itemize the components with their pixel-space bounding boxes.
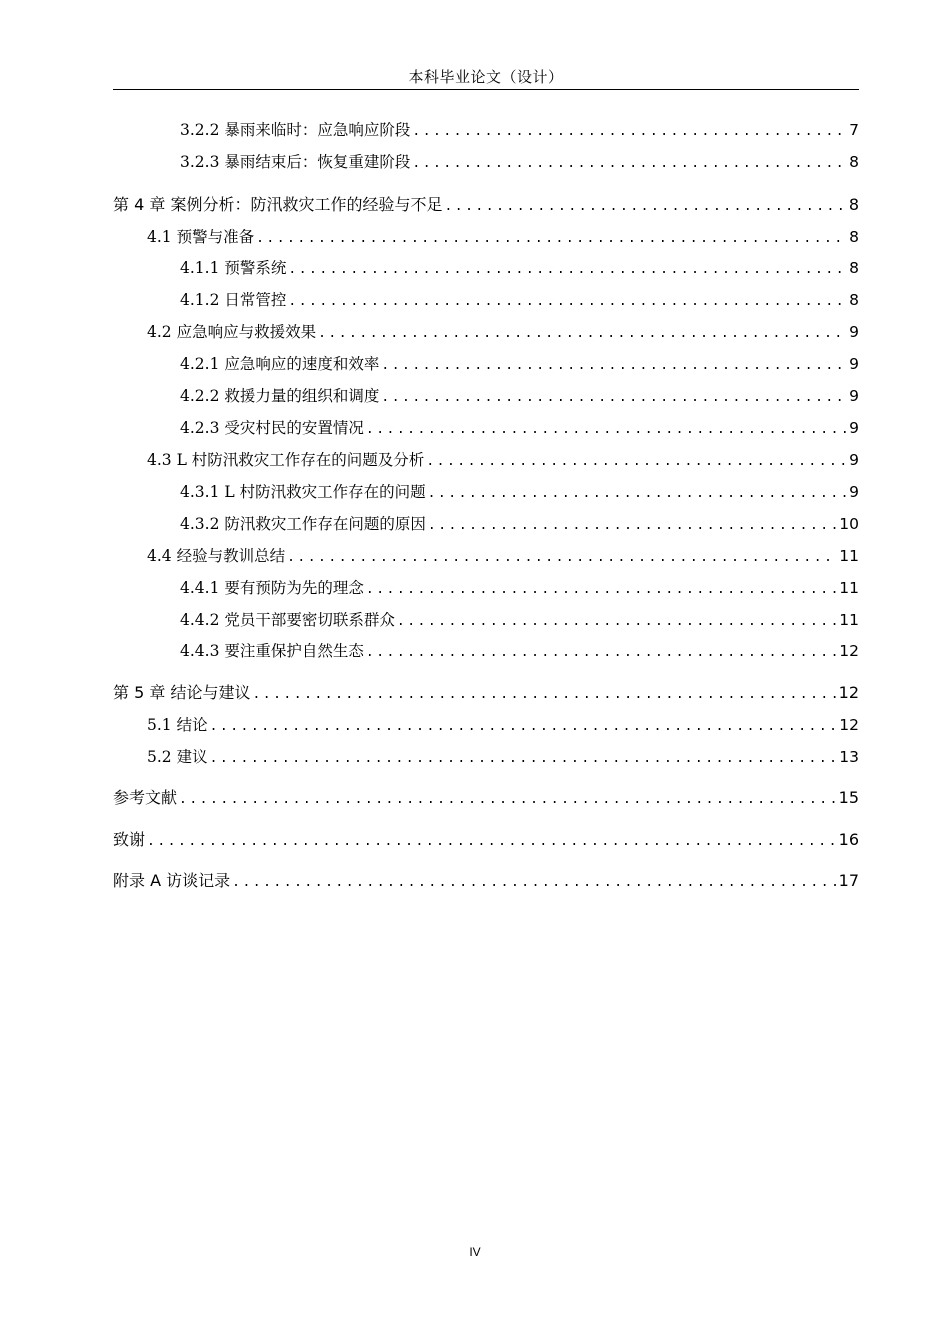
toc-entry[interactable] xyxy=(180,384,859,408)
toc-entry-page-number: 8 xyxy=(849,291,859,309)
toc-entry-title: 4.1.2 日常管控 xyxy=(180,291,287,309)
toc-entry[interactable] xyxy=(180,118,859,142)
toc-dot-leader xyxy=(256,227,847,251)
toc-entry-title: 4.4.3 要注重保护自然生态 xyxy=(180,642,364,660)
page-footer xyxy=(0,1245,950,1259)
toc-entry-page-number: 17 xyxy=(838,871,859,890)
toc-dot-leader xyxy=(366,418,847,442)
toc-entry-title: 第 5 章 结论与建议 xyxy=(113,683,251,702)
toc-entry[interactable] xyxy=(180,150,859,174)
toc-entry-title: 4.2.3 受灾村民的安置情况 xyxy=(180,419,364,437)
toc-entry-title: 4.2.1 应急响应的速度和效率 xyxy=(180,355,380,373)
toc-entry-title: 4.4.2 党员干部要密切联系群众 xyxy=(180,611,395,629)
toc-dot-leader xyxy=(381,354,847,378)
toc-entry[interactable] xyxy=(147,320,859,344)
toc-entry-page-number: 10 xyxy=(839,515,859,533)
toc-entry-title: 4.3.1 L 村防汛救灾工作存在的问题 xyxy=(180,483,426,501)
toc-entry[interactable] xyxy=(113,828,859,852)
toc-dot-leader xyxy=(288,290,847,314)
toc-dot-leader xyxy=(179,788,837,812)
toc-entry-page-number: 15 xyxy=(838,788,859,807)
toc-entry-page-number: 12 xyxy=(839,716,859,734)
toc-entry-page-number: 9 xyxy=(849,483,859,501)
toc-entry[interactable] xyxy=(147,745,859,769)
toc-entry-title: 4.1.1 预警系统 xyxy=(180,259,287,277)
toc-dot-leader xyxy=(318,322,847,346)
toc-dot-leader xyxy=(288,258,847,282)
toc-entry-page-number: 8 xyxy=(849,259,859,277)
header-title: 本科毕业论文（设计） xyxy=(408,68,564,86)
toc-entry-page-number: 9 xyxy=(849,355,859,373)
toc-entry-page-number: 8 xyxy=(849,228,859,246)
toc-entry-title: 3.2.3 暴雨结束后：恢复重建阶段 xyxy=(180,153,411,171)
toc-entry-title: 4.2.2 救援力量的组织和调度 xyxy=(180,387,380,405)
toc-dot-leader xyxy=(412,120,847,144)
toc-entry-title: 4.1 预警与准备 xyxy=(147,228,255,246)
toc-entry[interactable] xyxy=(113,193,859,217)
toc-entry[interactable] xyxy=(113,869,859,893)
toc-dot-leader xyxy=(232,871,837,895)
toc-entry[interactable] xyxy=(147,448,859,472)
toc-entry-title: 第 4 章 案例分析：防汛救灾工作的经验与不足 xyxy=(113,195,443,214)
toc-entry-page-number: 12 xyxy=(839,642,859,660)
toc-dot-leader xyxy=(428,514,837,538)
toc-entry-title: 4.3 L 村防汛救灾工作存在的问题及分析 xyxy=(147,451,425,469)
toc-dot-leader xyxy=(366,578,837,602)
toc-entry-title: 5.2 建议 xyxy=(147,748,208,766)
toc-entry[interactable] xyxy=(147,713,859,737)
toc-entry-title: 4.3.2 防汛救灾工作存在问题的原因 xyxy=(180,515,426,533)
toc-entry-page-number: 7 xyxy=(849,121,859,139)
toc-entry-page-number: 12 xyxy=(838,683,859,702)
toc-dot-leader xyxy=(412,152,847,176)
toc-entry-title: 3.2.2 暴雨来临时：应急响应阶段 xyxy=(180,121,411,139)
toc-entry-title: 参考文献 xyxy=(113,788,178,807)
toc-entry[interactable] xyxy=(180,288,859,312)
toc-entry-title: 附录 A 访谈记录 xyxy=(113,871,231,890)
toc-entry[interactable] xyxy=(180,576,859,600)
toc-entry[interactable] xyxy=(180,512,859,536)
toc-entry-page-number: 8 xyxy=(849,153,859,171)
toc-entry[interactable] xyxy=(180,480,859,504)
page-header xyxy=(113,67,859,90)
toc-dot-leader xyxy=(287,546,837,570)
toc-entry-title: 4.2 应急响应与救援效果 xyxy=(147,323,317,341)
toc-entry-page-number: 8 xyxy=(848,195,859,214)
toc-entry-page-number: 9 xyxy=(849,387,859,405)
toc-entry-page-number: 11 xyxy=(839,611,859,629)
toc-entry[interactable] xyxy=(180,639,859,663)
toc-dot-leader xyxy=(426,450,847,474)
toc-dot-leader xyxy=(381,386,847,410)
toc-dot-leader xyxy=(210,747,838,771)
page-number: IV xyxy=(469,1245,481,1259)
toc-entry[interactable] xyxy=(147,544,859,568)
toc-dot-leader xyxy=(428,482,848,506)
toc-entry[interactable] xyxy=(113,786,859,810)
toc-dot-leader xyxy=(444,195,846,219)
toc-entry[interactable] xyxy=(180,608,859,632)
toc-entry[interactable] xyxy=(147,225,859,249)
toc-dot-leader xyxy=(147,830,837,854)
toc-entry-title: 4.4 经验与教训总结 xyxy=(147,547,286,565)
toc-entry-title: 4.4.1 要有预防为先的理念 xyxy=(180,579,364,597)
toc-dot-leader xyxy=(397,610,837,634)
toc-entry-page-number: 9 xyxy=(849,451,859,469)
toc-entry-page-number: 16 xyxy=(838,830,859,849)
toc-entry-page-number: 11 xyxy=(839,579,859,597)
toc-dot-leader xyxy=(252,683,836,707)
toc-dot-leader xyxy=(210,715,838,739)
toc-entry-page-number: 13 xyxy=(839,748,859,766)
toc-entry-page-number: 9 xyxy=(849,419,859,437)
toc-entry-title: 5.1 结论 xyxy=(147,716,208,734)
toc-entry[interactable] xyxy=(113,681,859,705)
toc-entry[interactable] xyxy=(180,416,859,440)
toc-entry[interactable] xyxy=(180,256,859,280)
toc-entry-page-number: 11 xyxy=(839,547,859,565)
toc-dot-leader xyxy=(366,641,837,665)
toc-entry-page-number: 9 xyxy=(849,323,859,341)
toc-entry-title: 致谢 xyxy=(113,830,146,849)
toc-entry[interactable] xyxy=(180,352,859,376)
